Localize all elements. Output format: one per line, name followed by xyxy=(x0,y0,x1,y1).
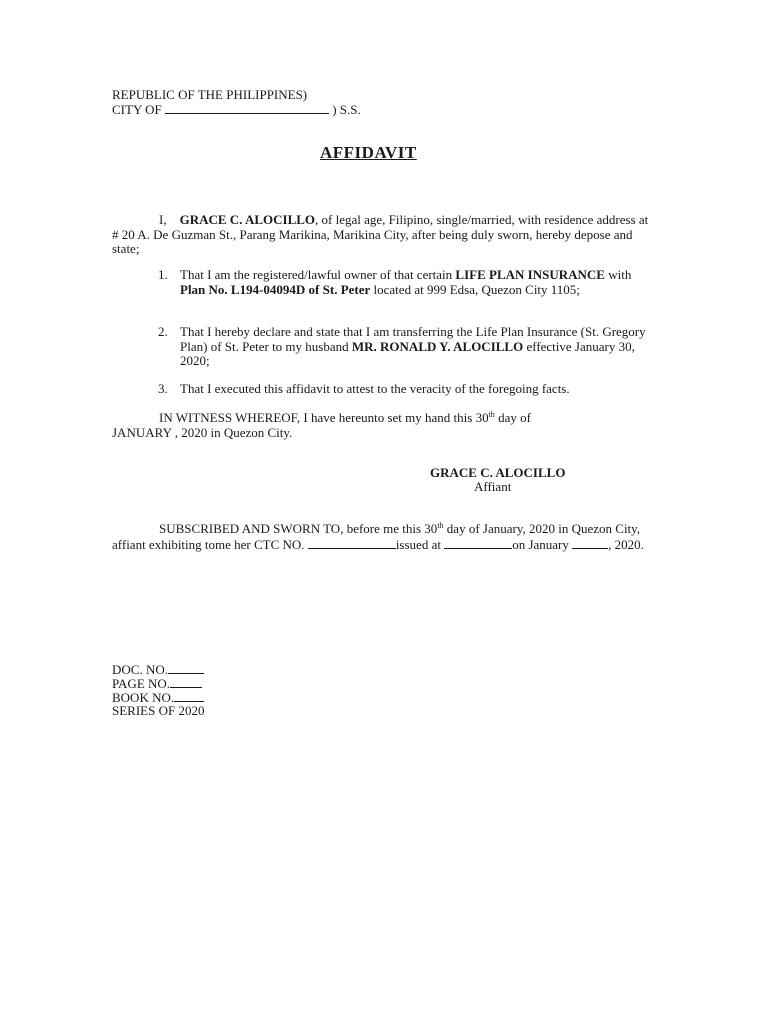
city-blank xyxy=(165,102,329,114)
notary-book-no: BOOK NO. xyxy=(112,690,204,706)
notary-doc-no: DOC. NO. xyxy=(112,662,204,678)
issued-at-blank xyxy=(444,537,512,549)
header-republic: REPUBLIC OF THE PHILIPPINES) xyxy=(112,87,308,102)
witness-paragraph: IN WITNESS WHEREOF, I have hereunto set my hand this 30th day of JANUARY , 2020 in Quezon City. xyxy=(112,410,531,440)
jurat-paragraph: SUBSCRIBED AND SWORN TO, before me this 30th day of January, 2020 in Quezon City, affiant exhibiting tome her CTC NO. issued at on January , 2020. xyxy=(112,521,644,552)
affiant-name: GRACE C. ALOCILLO xyxy=(179,212,316,227)
notary-series: SERIES OF 2020 xyxy=(112,703,205,718)
ctc-blank xyxy=(308,537,396,549)
signature-role: Affiant xyxy=(474,479,512,494)
page-title: AFFIDAVIT xyxy=(320,143,417,162)
notary-page-no: PAGE NO. xyxy=(112,676,202,692)
date-blank xyxy=(572,537,608,549)
signature-name: GRACE C. ALOCILLO xyxy=(430,465,566,480)
header-city: CITY OF ) S.S. xyxy=(112,102,361,117)
intro-paragraph: I, GRACE C. ALOCILLO, of legal age, Filipino, single/married, with residence address at # 20 A. De Guzman St., Parang Marikina, Marikina City, after being duly sworn, hereby depose and state; xyxy=(112,212,649,256)
affidavit-page: REPUBLIC OF THE PHILIPPINES) CITY OF ) S.S. AFFIDAVIT I, GRACE C. ALOCILLO, of legal age, Filipino, single/married, with residence address at # 20 A. De Guzman St., Parang Marikina, Marikina City, after being duly sworn, hereby depose and state; 1. That I am the registered/lawful owner of that certain LIFE PLAN INSURANCE with Plan No. L194-04094D of St. Peter located at 999 Edsa, Quezon City 1105; 2. That I hereby declare and state that I am transferring the Life Plan Insurance (St. Gregory Plan) of St. Peter to my husband MR. RONALD Y. ALOCILLO effective January 30, 2020; 3. That I executed this affidavit to attest to the veracity of the foregoing facts. IN WITNESS WHEREOF, I have hereunto set my hand this 30th day of JANUARY , 2020 in Quezon City. GRACE C. ALOCILLO Affiant SUBSCRIBED AND SWORN TO, before me this 30th day of January, 2020 in Quezon City, affiant exhibiting tome her CTC NO. issued at on January , 2020. DOC. NO. PAGE NO. BOOK NO. SERIES OF 2020 xyxy=(0,0,768,1024)
